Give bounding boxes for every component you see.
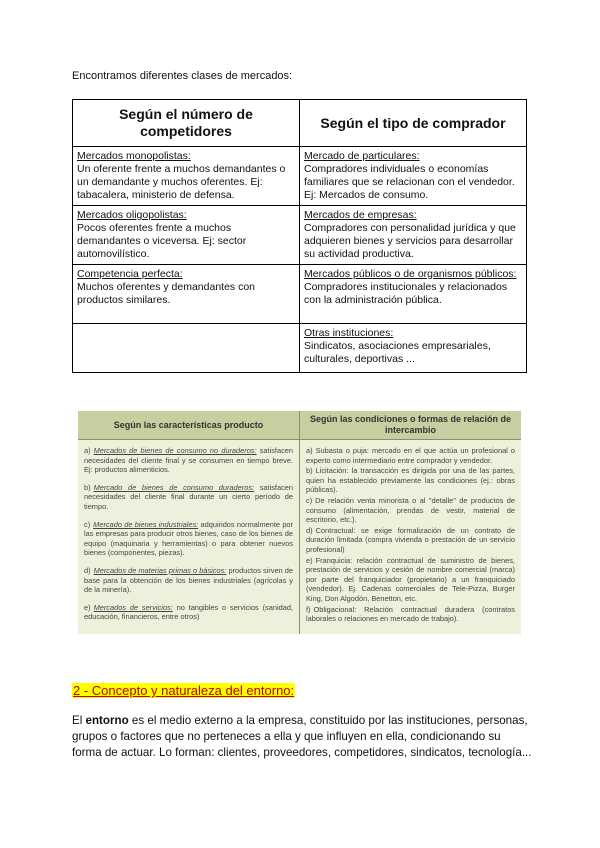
table-cell	[300, 324, 527, 373]
table-row	[73, 324, 527, 373]
cell-title: Mercado de particulares:	[304, 150, 420, 162]
item-text: satisfacen necesidades del cliente final durante un cierto período de tiempo.	[84, 482, 293, 511]
item-label: c)	[306, 495, 313, 505]
item-term: Mercado de bienes industriales:	[93, 519, 199, 529]
table-cell-empty	[73, 324, 300, 373]
item-label: b)	[306, 466, 313, 476]
item-text: Obligacional: Relación contractual duradera (contratos laborales o relaciones en mercado de trabajo).	[306, 604, 515, 624]
cell-text: Compradores individuales o economías familiares que se relacionan con el vendedor. Ej: Mercados de consumo.	[304, 163, 515, 201]
header-buyer-type: Según el tipo de comprador	[300, 100, 527, 147]
item-text: satisfacen necesidades del cliente final y se consumen en tiempo breve. Ej: productos alimenticios.	[84, 446, 293, 475]
item-label: a)	[306, 446, 313, 455]
entorno-paragraph	[72, 713, 532, 761]
table-row	[78, 440, 521, 634]
item-text: De relación venta minorista o al "detalle" de productos de consumo (alimentación, prendas de vestir, material de escritorio, etc.).	[306, 495, 515, 525]
list-item	[306, 446, 515, 465]
list-item	[84, 603, 293, 622]
section-title: 2 - Concepto y naturaleza del entorno:	[73, 683, 295, 698]
item-term: Mercados de bienes de consumo no duraderos:	[93, 446, 257, 455]
para-bold-term: entorno	[85, 714, 129, 727]
para-prefix: El	[72, 714, 86, 727]
list-item	[306, 496, 515, 525]
table-cell	[300, 206, 527, 265]
list-item	[306, 556, 515, 604]
item-label: d)	[84, 565, 91, 575]
table-row	[73, 206, 527, 265]
header-competitors: Según el número de competidores	[73, 100, 300, 147]
cell-text: Muchos oferentes y demandantes con productos similares.	[77, 281, 256, 306]
list-item	[306, 526, 515, 555]
market-characteristics-table	[78, 411, 521, 634]
table-header-row	[78, 411, 521, 440]
item-text: no tangibles o servicios (sanidad, educación, financieros, entre otros)	[84, 602, 293, 622]
table-cell	[300, 265, 527, 324]
cell-title: Mercados monopolistas:	[77, 150, 191, 162]
item-term: Mercado de bienes de consumo duraderos:	[93, 482, 255, 492]
table-cell	[73, 265, 300, 324]
header-exchange-conditions: Según las condiciones o formas de relación de intercambio	[300, 411, 522, 440]
item-text: Franquicia: relación contractual de suministro de bienes, prestación de servicios y cesión de nombre comercial (marca) por parte del franquiciador (propietario) a un franquiciado (vendedor). Ej. Cadenas comerciales de Tele-Pizza, Burger King, Don Algodón, Benetton, etc.	[306, 555, 515, 603]
item-text: Subasta o puja: mercado en el que actúa un profesional o experto como intermediario entre comprador y vendedor.	[306, 446, 515, 465]
item-term: Mercados de materias primas o básicos:	[93, 565, 227, 575]
list-item	[84, 520, 293, 558]
exchange-conditions-list	[300, 440, 522, 634]
item-label: b)	[84, 482, 91, 492]
list-item	[84, 566, 293, 595]
cell-text: Pocos oferentes frente a muchos demandantes o viceversa. Ej: sector automovilístico.	[77, 222, 247, 260]
list-item	[306, 605, 515, 624]
item-text: Contractual: se exige formalización de un contrato de duración limitada (compra vivienda o prestación de un servicio profesional)	[306, 525, 515, 554]
list-item	[84, 483, 293, 512]
item-label: d)	[306, 525, 313, 535]
cell-title: Otras instituciones:	[304, 327, 394, 339]
item-text: Licitación: la transacción es dirigida por una de las partes, quien ha establecido previamente las condiciones (ej.: obras públicas).	[306, 466, 515, 495]
cell-text: Compradores institucionales y relacionados con la administración pública.	[304, 281, 508, 306]
cell-title: Mercados de empresas:	[304, 209, 417, 221]
cell-title: Mercados públicos o de organismos públicos:	[304, 268, 517, 280]
item-text: adquiridos normalmente por las empresas para producir otros bienes, caso de los bienes de equipo (maquinaria y herramientas) o para obtener nuevos bienes (componentes, piezas).	[84, 519, 293, 558]
table-row	[73, 265, 527, 324]
cell-title: Mercados oligopolistas:	[77, 209, 187, 221]
table-cell	[300, 147, 527, 206]
item-label: e)	[84, 602, 91, 612]
header-product-characteristics: Según las características producto	[78, 411, 300, 440]
cell-text: Un oferente frente a muchos demandantes o un demandante y muchos oferentes. Ej: tabacalera, ministerio de defensa.	[77, 163, 286, 201]
cell-text: Compradores con personalidad jurídica y que adquieren bienes y servicios para desarrollar su actividad productiva.	[304, 222, 516, 260]
market-types-table	[72, 99, 527, 373]
table-header-row	[73, 100, 527, 147]
item-label: c)	[84, 519, 91, 529]
table-cell	[73, 206, 300, 265]
list-item	[306, 466, 515, 495]
product-characteristics-list	[78, 440, 300, 634]
item-label: a)	[84, 446, 91, 455]
intro-text: Encontramos diferentes clases de mercados:	[72, 70, 293, 82]
cell-title: Competencia perfecta:	[77, 268, 183, 280]
item-label: f)	[306, 604, 311, 614]
item-term: Mercados de servicios:	[93, 602, 173, 612]
list-item	[84, 446, 293, 475]
item-text: productos sirven de base para la obtención de los bienes industriales (agrícolas y de la minería).	[84, 565, 293, 595]
table-row	[73, 147, 527, 206]
para-rest: es el medio externo a la empresa, constituido por las instituciones, personas, grupos o factores que no perteneces a ella y que influyen en ella, condicionando su forma de actuar. Lo forman: clientes, proveedores, competidores, sindicatos, tecnología...	[72, 714, 532, 759]
table-cell	[73, 147, 300, 206]
cell-text: Sindicatos, asociaciones empresariales, culturales, deportivas ...	[304, 340, 491, 365]
item-label: e)	[306, 555, 313, 565]
